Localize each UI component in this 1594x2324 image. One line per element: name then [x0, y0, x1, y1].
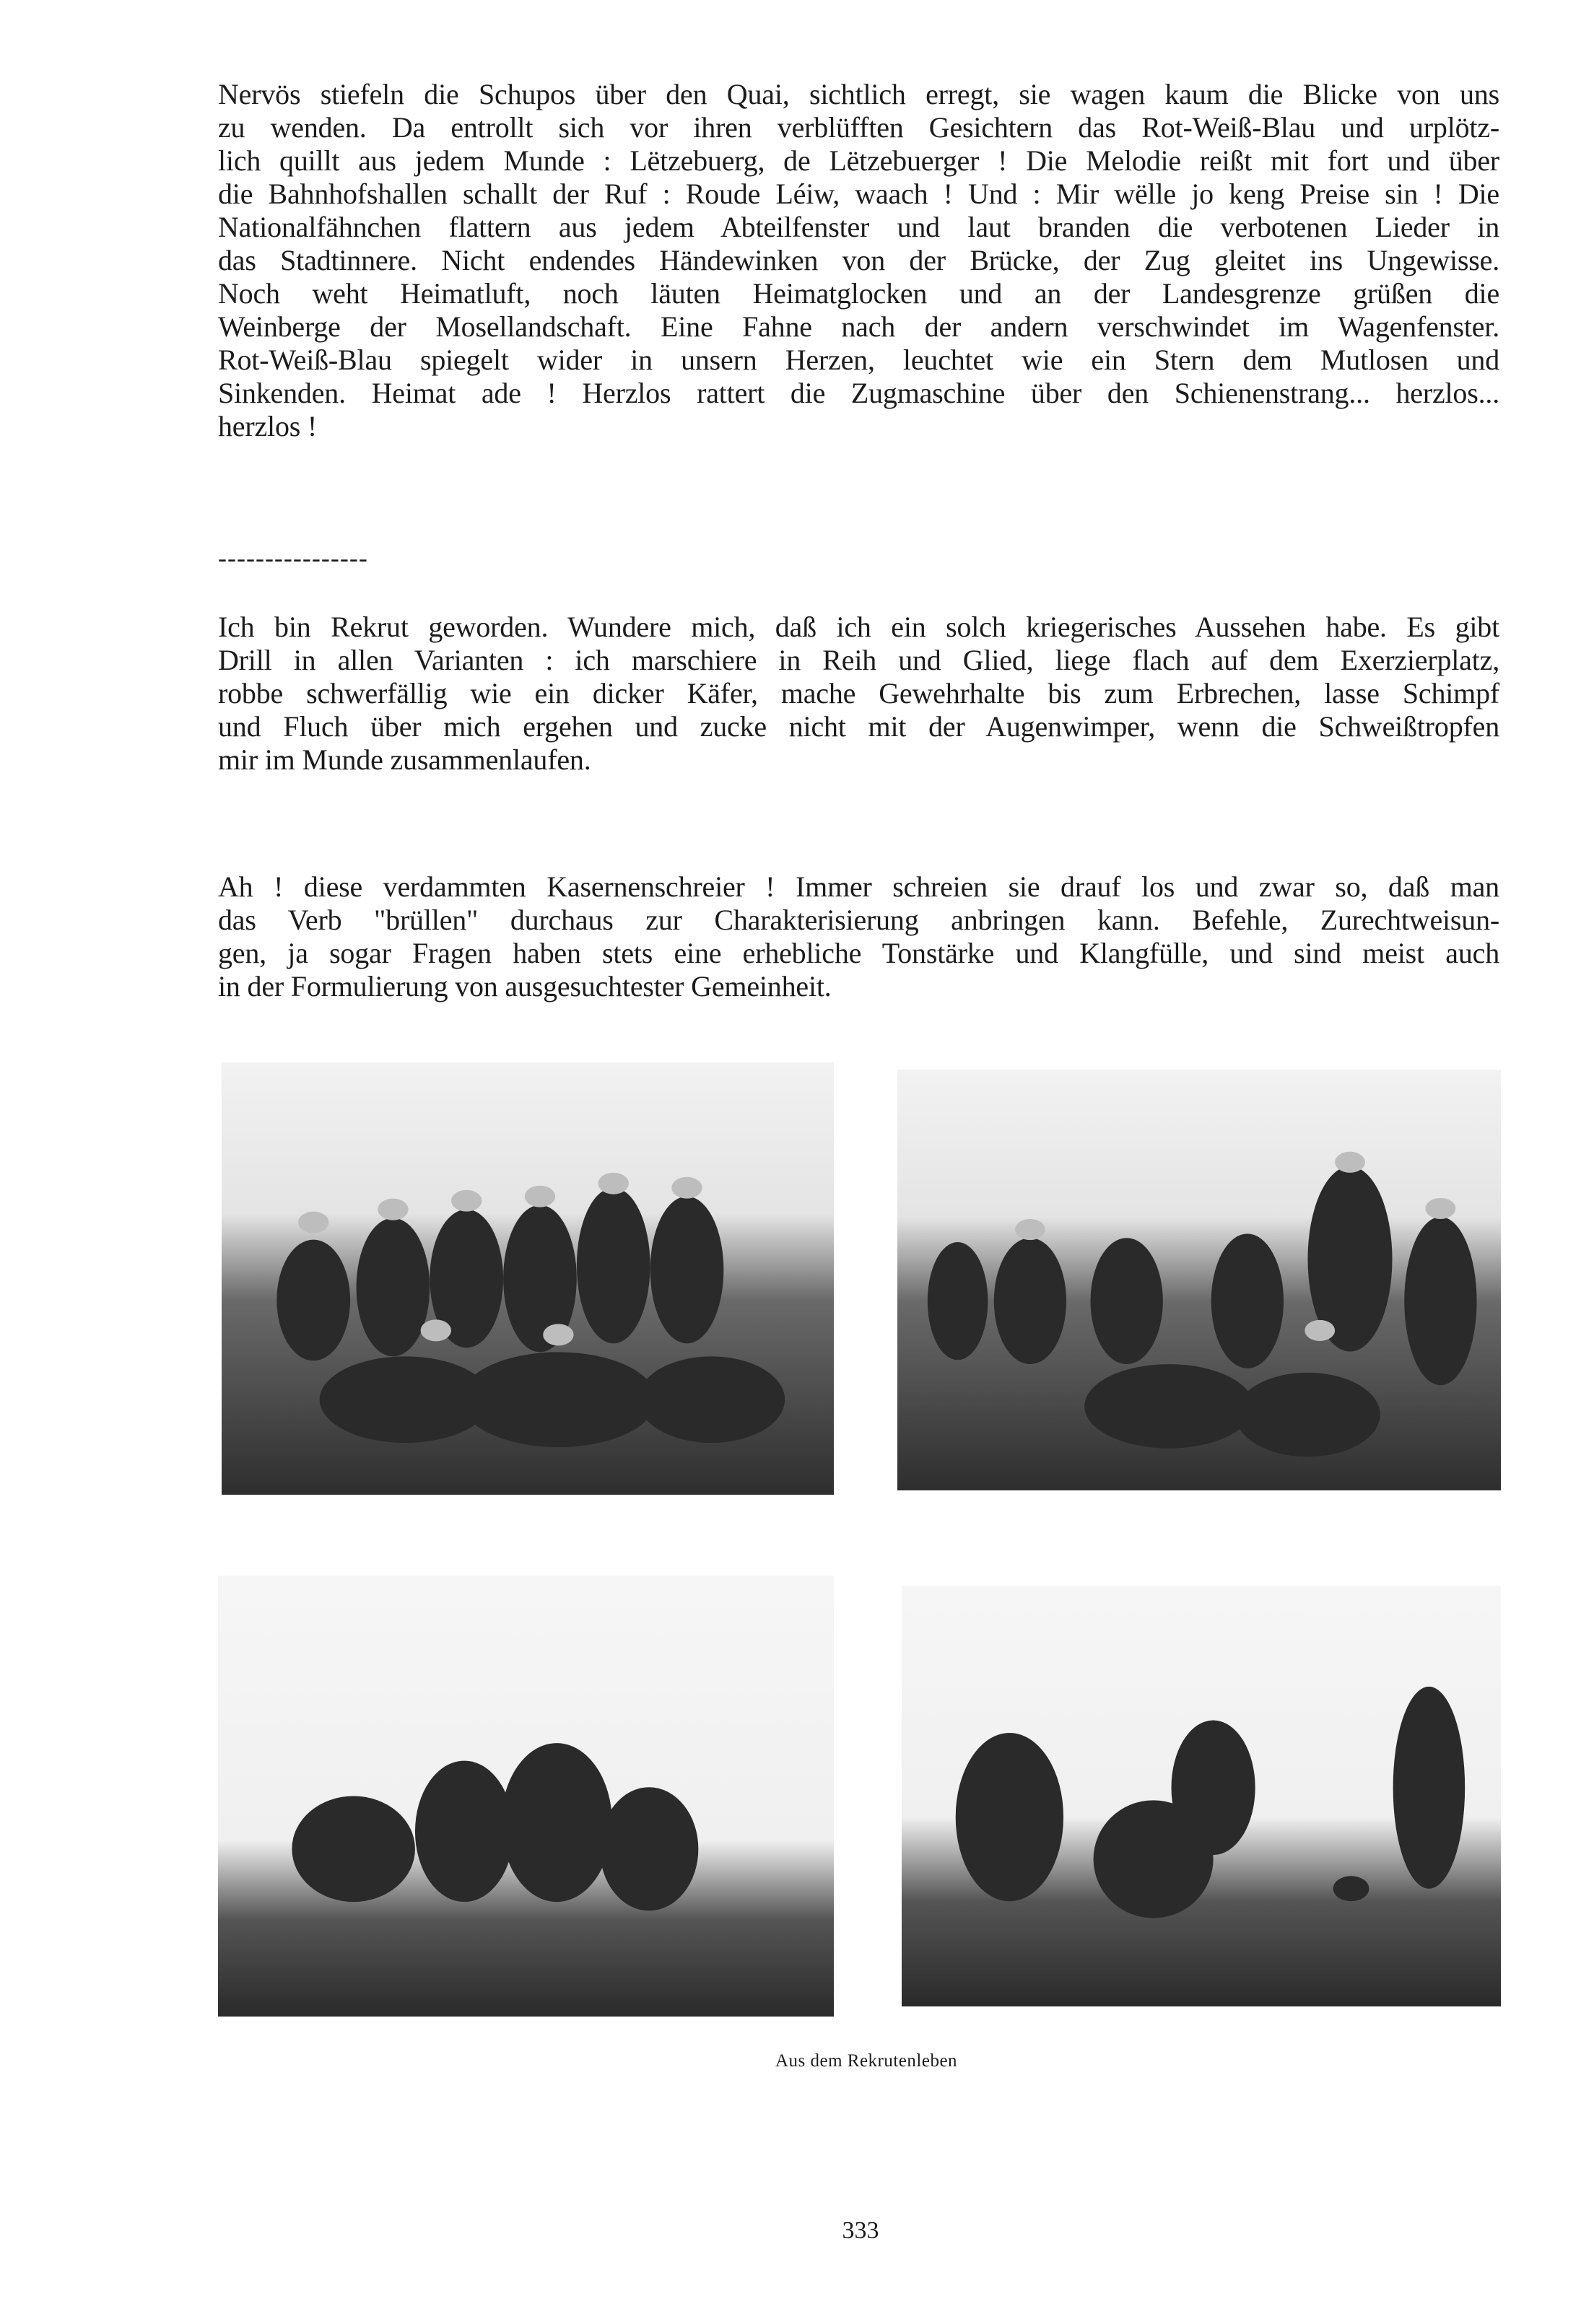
text-line: Weinberge der Mosellandschaft. Eine Fahne nach der andern verschwindet im Wagenfenster. [218, 310, 1499, 343]
text-line: und Fluch über mich ergehen und zucke nicht mit der Augenwimper, wenn die Schweißtropfen [218, 710, 1499, 743]
text-line: das Verb "brüllen" durchaus zur Charakterisierung anbringen kann. Befehle, Zurechtweisun- [218, 904, 1499, 936]
page-number: 333 [842, 2217, 879, 2244]
text-line: Rot-Weiß-Blau spiegelt wider in unsern Herzen, leuchtet wie ein Stern dem Mutlosen und [218, 344, 1499, 376]
photo-recruits-digging-left [218, 1576, 834, 2017]
text-line: das Stadtinnere. Nicht endendes Händewinken von der Brücke, der Zug gleitet ins Ungewisse. [218, 244, 1499, 276]
text-line: Ah ! diese verdammten Kasernenschreier ! Immer schreien sie drauf los und zwar so, daß man [218, 870, 1499, 903]
text-line: Noch weht Heimatluft, noch läuten Heimatglocken und an der Landesgrenze grüßen die [218, 277, 1499, 310]
paragraph-1 [218, 78, 1499, 443]
photo-group-of-recruits [222, 1062, 834, 1495]
paragraph-3 [218, 870, 1499, 1003]
text-line: Sinkenden. Heimat ade ! Herzlos rattert die Zugmaschine über den Schienenstrang... herzlos... [218, 377, 1499, 409]
photo-recruits-digging-right [902, 1586, 1501, 2006]
photo-soldiers-standing [897, 1070, 1501, 1490]
text-line: lich quillt aus jedem Munde : Lëtzebuerg, de Lëtzebuerger ! Die Melodie reißt mit fort und über [218, 144, 1499, 177]
text-line: herzlos ! [218, 410, 318, 442]
text-line: robbe schwerfällig wie ein dicker Käfer, mache Gewehrhalte bis zum Erbrechen, lasse Schimpf [218, 677, 1499, 709]
text-line: Nationalfähnchen flattern aus jedem Abteilfenster und laut branden die verbotenen Lieder in [218, 211, 1499, 243]
text-line: Drill in allen Varianten : ich marschiere in Reih und Glied, liege flach auf dem Exerzierplatz, [218, 644, 1499, 676]
text-line: zu wenden. Da entrollt sich vor ihren verblüfften Gesichtern das Rot-Weiß-Blau und urplötz- [218, 111, 1499, 144]
paragraph-2 [218, 611, 1499, 777]
text-line: Ich bin Rekrut geworden. Wundere mich, daß ich ein solch kriegerisches Aussehen habe. Es gibt [218, 611, 1499, 643]
photo-caption: Aus dem Rekrutenleben [775, 2051, 958, 2071]
text-line: mir im Munde zusammenlaufen. [218, 743, 591, 776]
text-line: Nervös stiefeln die Schupos über den Quai, sichtlich erregt, sie wagen kaum die Blicke von uns [218, 78, 1499, 110]
section-separator: ---------------- [218, 543, 368, 572]
text-line: in der Formulierung von ausgesuchtester Gemeinheit. [218, 970, 832, 1002]
text-line: gen, ja sogar Fragen haben stets eine erhebliche Tonstärke und Klangfülle, und sind meist auch [218, 937, 1499, 969]
text-line: die Bahnhofshallen schallt der Ruf : Roude Léiw, waach ! Und : Mir wëlle jo keng Preise sin ! Die [218, 178, 1499, 210]
